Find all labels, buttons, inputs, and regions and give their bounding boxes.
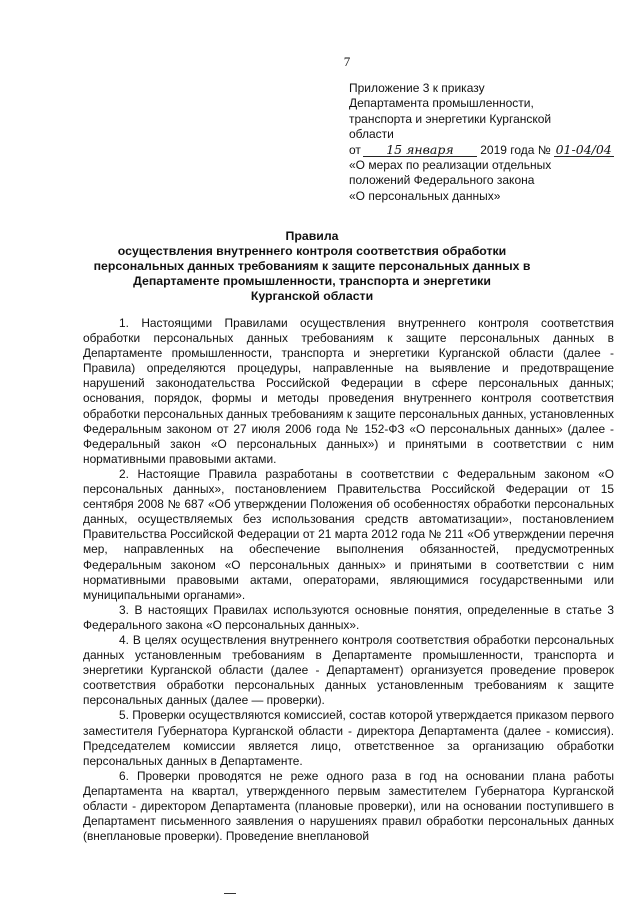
- title-line-3: персональных данных требованиям к защите персональных данных в: [93, 259, 531, 273]
- paragraph-1: 1. Настоящими Правилами осуществления внутреннего контроля соответствия обработки персональных данных требованиям к защите персональных данных в Департаменте промышленности, транспорта и энергетики Курганской области (далее - Правила) определяются процедуры, направленные на выявление и предотвращение нарушений законодательства Российской Федерации в сфере персональных данных; основания, порядок, формы и методы проведения внутреннего контроля соответствия обработки персональных данных требованиям к защите персональных данных, установленных Федеральным законом от 27 июля 2006 года № 152-ФЗ «О персональных данных» (далее - Федеральный закон «О персональных данных») и принятыми в соответствии с ним нормативными правовыми актами.: [83, 316, 614, 466]
- page-number: 7: [343, 54, 351, 69]
- title-line-1: Правила: [285, 229, 339, 243]
- appendix-line-1: Приложение 3 к приказу: [349, 81, 485, 95]
- appendix-line-6: «О мерах по реализации отдельных: [349, 158, 552, 173]
- handwritten-order-number: 01-04/04: [555, 141, 612, 157]
- paragraph-5: 5. Проверки осуществляются комиссией, состав которой утверждается приказом первого заместителя Губернатора Курганской области - директора Департамента (далее - комиссия). Председателем комиссии является лицо, ответственное за организацию обработки персональных данных в Департаменте.: [83, 708, 614, 768]
- paragraph-4: 4. В целях осуществления внутреннего контроля соответствия обработки персональных данных установленным требованиям в Департаменте промышленности, транспорта и энергетики Курганской области (далее - Департамент) организуется проведение проверок соответствия обработки персональных данных установленным требованиям к защите персональных данных (далее — проверки).: [83, 632, 614, 708]
- date-prefix: от: [349, 142, 361, 157]
- appendix-header: [349, 81, 629, 204]
- footer-dash: [224, 893, 236, 894]
- paragraph-2: 2. Настоящие Правила разработаны в соответствии с Федеральным законом «О персональных данных», постановлением Правительства Российской Федерации от 15 сентября 2008 № 687 «Об утверждении Положения об особенностях обработки персональных данных, осуществляемых без использования средств автоматизации», постановлением Правительства Российской Федерации от 21 марта 2012 года № 211 «Об утверждении перечня мер, направленных на обеспечение выполнения обязанностей, предусмотренных Федеральным законом «О персональных данных» и принятыми в соответствии с ним нормативными правовыми актами, операторами, являющимися государственными или муниципальными органами».: [83, 466, 614, 602]
- document-body: [83, 316, 614, 844]
- appendix-line-2: Департамента промышленности,: [349, 96, 534, 111]
- appendix-date-line: [349, 143, 629, 158]
- paragraph-3: 3. В настоящих Правилах используются основные понятия, определенные в статье 3 Федерального закона «О персональных данных».: [83, 602, 614, 632]
- year-text: 2019 года №: [480, 142, 551, 157]
- appendix-line-4: области: [349, 127, 394, 142]
- handwritten-date: 15 января: [363, 143, 477, 157]
- title-line-5: Курганской области: [250, 289, 374, 303]
- document-title: [92, 229, 532, 304]
- appendix-line-3: транспорта и энергетики Курганской: [349, 111, 552, 126]
- title-line-2: осуществления внутреннего контроля соответствия обработки: [117, 244, 507, 258]
- title-line-4: Департаменте промышленности, транспорта и энергетики: [133, 274, 491, 288]
- appendix-line-8: «О персональных данных»: [349, 188, 501, 203]
- paragraph-6: 6. Проверки проводятся не реже одного раза в год на основании плана работы Департамента на квартал, утвержденного первым заместителем Губернатора Курганской области - директором Департамента (плановые проверки), или на основании поступившего в Департамент письменного заявления о нарушениях правил обработки персональных данных (внеплановые проверки). Проведение внеплановой: [83, 768, 614, 844]
- appendix-line-7: положений Федерального закона: [349, 173, 535, 188]
